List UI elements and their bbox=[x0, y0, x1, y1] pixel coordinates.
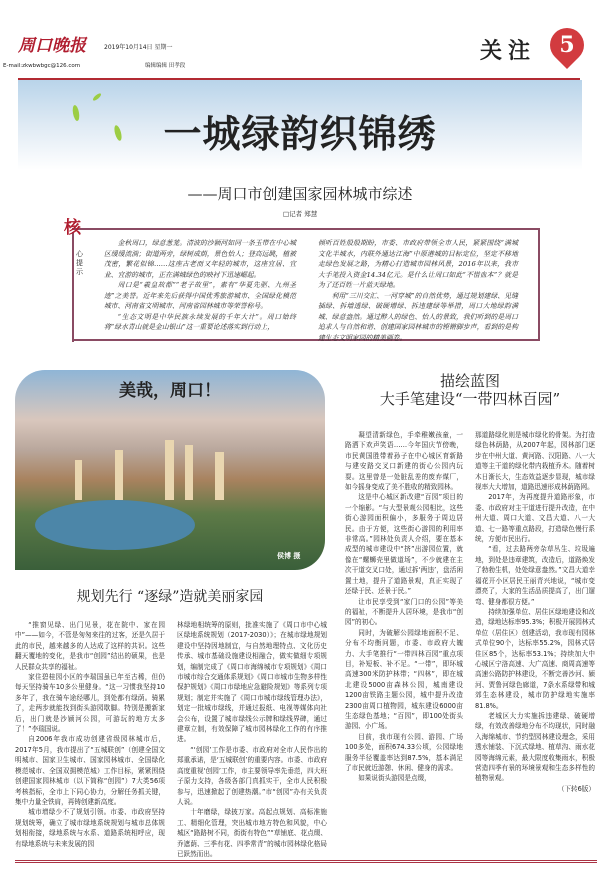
paragraph: “看，过去路两旁杂草丛生、垃圾遍地，到处是违章建筑，改造后，道路焕发了勃勃生机，处处绿意盎然。”文昌大道幸福花开小区居民王丽青兴地说，“城市变漂亮了，大家的生活品质提高了，出门遛弯、健身都很方便。” bbox=[475, 545, 595, 606]
section-heading-right bbox=[345, 372, 595, 408]
paragraph: 周口是“羲皇故都”“老子故里”，素有“华夏先驱、九州圣迹”之美誉。近年来先后获得中国优秀旅游城市、全国绿化模范城市、河南省文明城市、河南省园林城市等荣誉称号。 bbox=[104, 281, 296, 310]
lake bbox=[35, 500, 195, 550]
newspaper-masthead: 周口晚报 bbox=[18, 36, 86, 56]
paragraph: 凝望清新绿色，手牵稚嫩孩童，一路洒下欢声笑语……今年国庆节傍晚，市民黄国胜带着孙子在中心城区育新路与建安路交叉口新建的街心公园内玩耍。这里曾是一处脏乱差的废弃煤厂，如今摇身变成了美不胜收的精致园林。 bbox=[345, 431, 463, 492]
column-right-2 bbox=[475, 430, 595, 856]
paragraph: 自2006年我市成功创建省级园林城市后，2017年5月，我市提出了“五城联创”（创建全国文明城市、国家卫生城市、国家园林城市、全国绿化模范城市、全国双拥模范城）工作目标，紧紧围绕创建国家园林城市（以下简称“创园”）7大类56项考核指标，全市上下同心协力，分解任务抓关键，集中力量全铁肩，再铸创建新高度。 bbox=[15, 735, 165, 806]
paragraph: “推窗见绿、出门见景，花在院中、家在园中”——如今，不管是匆匆来往的过客，还是久居于此的市民，越来越多的人达成了这样的共识。这些翻天覆地的变化，是我市“创园”结出的硕果，也是人民群众共享的福祉。 bbox=[15, 621, 165, 671]
section-name: 关注 bbox=[480, 38, 537, 64]
paragraph: 十年磨绿，绿披万家。高起点规划、高标准施工、精细化管理，突出城市地方特色和风貌，中心城区“路路树不同，街街有特色”“草铺底、花点缀、乔遮荫、三季有花、四季常青”的城市园林绿化格局已跃然而出。 bbox=[177, 808, 327, 858]
page-number: 5 bbox=[559, 32, 575, 58]
page-title: 一城绿韵织锦绣 bbox=[163, 111, 437, 156]
section-heading-left: 规划先行 “逐绿”造就美丽家园 bbox=[76, 589, 264, 605]
paragraph: “‘创园’工作是市委、市政府对全市人民作出的郑重承诺，是‘五城联创’的重要内容。市委、市政府高度重视‘创园’工作，市主要领导率先垂范，四大班子原力支持，各级各部门真抓实干，全市人民积极参与，迅速掀起了创建热潮。”市“创园”办有关负责人说。 bbox=[177, 745, 327, 806]
paragraph: 2017年，为再度提升道路形象，市委、市政府对主干道进行提升改造，在中州大道、周口大道、文昌大道、八一大道、七一路等重点路段，打造绿色慢行系统，方便市民出行。 bbox=[475, 493, 595, 544]
heading-line: 描绘蓝图 bbox=[439, 372, 500, 390]
byline: □记者 郑慧 bbox=[283, 210, 318, 218]
paragraph: 倾听百姓殷殷期盼，市委、市政府带领全市人民，紧紧围绕“满城文化半城水，内联外通达江海”中原港城的目标定位，坚定不移地走绿色发展之路，为精心打造城市园林风景，2016年以来，我市大手笔投入资金14.34亿元。是什么让周口如此“不惜血本”？就是为了还百姓一片蓝天绿地。 bbox=[318, 239, 518, 289]
column-left-2 bbox=[177, 620, 327, 858]
paragraph: 持续加强单位、居住区绿地建设和改造，绿地达标率95.3%；积极开展园林式单位（居住区）创建活动，我市现有园林式单位90个，达标率55.2%，园林式居住区85个，达标率53.1%；持续加大中心城区宁洛高速、大广高速、商周高速等高速公路防护林建设，不断完善沙河、颍河、贾鲁河绿色廊道，7条水系绿带和城郊生态林建设，城市防护绿地实施率81.8%。 bbox=[475, 607, 595, 710]
photo-title: 美哉，周口！ bbox=[119, 381, 221, 401]
paragraph: 老城区大力实施拆违建绿、破硬增绿，有效改善绿地分布不均现状，同时融入海绵城市、节约型园林建设理念，采用透水铺装、下沉式绿地、植草沟、雨水花园等海绵元素，最大限度收集雨水，积极营造四季有景的环境景观和生态多样性的植物景观。 bbox=[475, 711, 595, 783]
photo-credit: 侯博 摄 bbox=[277, 552, 301, 560]
paragraph: 金秋周口，绿意葱茏。清波的沙颍河如同一条玉带在中心城区缓缓流淌；街道两旁，绿树成荫，景色怡人；登高远眺，植被茂密，繁花似锦……这座古老而又年轻的城市，这座宜居、宜业、宜游的城市，正在满城绿色的映衬下迅速崛起。 bbox=[104, 239, 296, 279]
paragraph: “生态文明是中华民族永续发展的千年大计”。周口始终将“绿水青山就是金山银山”这一重要论述落实到行动上， bbox=[104, 312, 296, 331]
paragraph: 目前，我市现有公园、游园、广场100多处，面积674.33公顷，公园绿地服务半径覆盖率达到87.5%，基本满足了市民就近游憩、休闲、健身的需求。 bbox=[345, 732, 463, 772]
issue-date: 2019年10月14日 星期一 bbox=[104, 44, 173, 51]
core-tip-border bbox=[72, 232, 74, 342]
city-aerial-photo bbox=[15, 370, 325, 570]
page-subtitle: ——周口市创建国家园林城市综述 bbox=[187, 185, 413, 203]
paragraph: 城市增绿少不了规划引领。市委、市政府坚持规划统筹，确立了城市绿地系统规划与城市总体规划相衔接，绿地系统与水系、道路系统相呼应，现有绿地系统与未来发展的园 bbox=[15, 808, 165, 848]
paragraph: 让市民享受到“家门口的公园”等美的福祉，不断提升人居环境，是我市“创园”的初心。 bbox=[345, 597, 463, 627]
editor-credit: 编辑编辑 田孝段 bbox=[145, 63, 186, 69]
paragraph: 林绿地相统筹的原则，批准实施了《周口市中心城区绿地系统规划（2017-2030）》；在城市绿地规划建设中坚持因地制宜，与自然地理特点、文化历史传承、城市基础设施建设相融合，做实做细专项规划，编制完成了《周口市海绵城市专项规划》《周口市城市综合交通体系规划》《周口市城市生物多样性保护规划》《周口市绿地应急避险规划》等系列专项规划；制定并实施了《周口市城市绿线管理办法》，划定一批城市绿线，并通过报纸、电视等媒体向社会公布，设置了城市绿线公示牌和绿线界碑，通过建章立制，有效保障了城市园林绿化工作的有序推进。 bbox=[177, 621, 327, 744]
paragraph: 那道路绿化则是城市绿化的骨架。为打造绿色林荫路，从2007年起，园林部门逐步在中州大道、黄河路、汉阳路、八一大道等主干道的绿化带内栽植乔木。随着树木日渐长大，生态效益逐步显现，城市绿视率大大增加，道路迅速形成林荫路网。 bbox=[475, 431, 595, 492]
paragraph: 利用“三川交汇、一河穿城”的自然优势，通过规划建绿、见缝插绿、拆墙透绿、破硬增绿、拆违建绿等举措，周口大地绿韵满城、绿意盎然。通过醉人的绿色、怡人的景致，我们听到的是周口追求人与自然和谐、创建国家园林城市的铿锵脚步声，看到的是构建生态文明家园的精美画卷。 bbox=[318, 291, 518, 342]
column-right-1 bbox=[345, 430, 463, 856]
paragraph: 同时，为破解公园绿地面积不足、分布不均衡问题，市委、市政府大魄力、大手笔推行“一带四林百园”重点项目，补短板、补不足。“一带”，即环城高速300米防护林带；“四林”，即在城北建设5000亩森林公园，城南建设1200亩铁路主题公园，城中提升改造2300亩周口植物园，城东建设6000亩生态绿色基地；“百园”，即100处街头游园、小广场。 bbox=[345, 628, 463, 731]
paragraph: 这是中心城区新改建“百园”项目的一个缩影。“与大型景观公园相比，这些街心游园面积偏小，多服务于周边居民。由于方便，这些街心游园的利用率非常高。”园林处负责人介绍，要在基本成型的城市建设中“挤”出游园位置，就像在“螺蛳壳里做道场”，不少就建在主次干道交叉口处，通过拆‘两违’，盘活闲置土地，提升了道路景观，真正实现了还绿于民、还景于民。” bbox=[345, 493, 463, 596]
continued-note: （下转6版） bbox=[557, 784, 595, 793]
core-tip-left bbox=[104, 238, 296, 333]
paragraph: 家住碧桂园小区的李瑞国虽已年至古稀，但仍每天坚持骑车10多公里健身。“这一习惯我坚持10多年了，我在骑车途经哪儿，到处都有绿荫。骑累了，走两步就能找到街头游园歇脚。特别是搬新家后，出门就是沙颍河公园，可游玩的地方太多了！”李瑞国说。 bbox=[15, 673, 165, 734]
contact-email: E-mail:zkwbwbgc@126.com bbox=[3, 63, 81, 69]
core-tip-right bbox=[318, 238, 518, 343]
core-tip-label: 核 bbox=[64, 218, 81, 238]
column-left-1 bbox=[15, 620, 165, 848]
core-tip-label-small: 心提示 bbox=[76, 250, 83, 276]
paragraph: 如果说街头游园是点缀， bbox=[358, 774, 431, 783]
footer-rule bbox=[15, 860, 597, 863]
heading-line: 大手笔建设“一带四林百园” bbox=[379, 390, 561, 408]
